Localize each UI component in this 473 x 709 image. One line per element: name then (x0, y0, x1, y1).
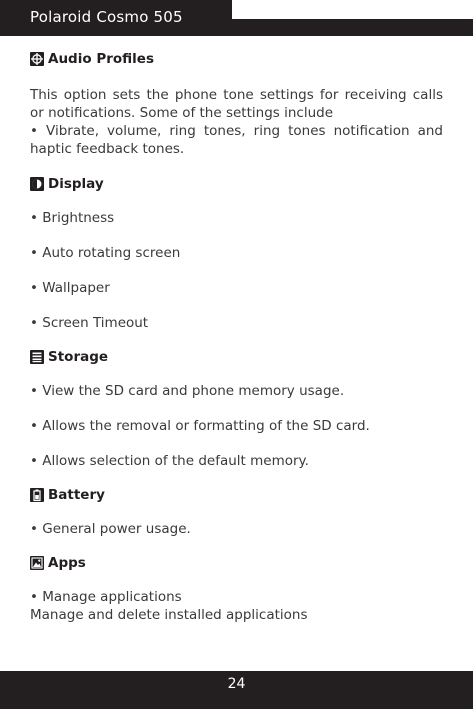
page-header (0, 0, 473, 40)
list-item: • Allows the removal or formatting of the SD card. (30, 418, 370, 434)
battery-icon (30, 488, 44, 502)
section-heading-storage (30, 347, 443, 367)
page-content (30, 47, 443, 624)
bullet-item: • Vibrate, volume, ring tones, ring tones notification and haptic feedback tones. (30, 123, 443, 157)
section-heading-apps (30, 553, 443, 573)
page-number: 24 (227, 676, 246, 692)
apps-icon (30, 556, 44, 570)
section-heading-display (30, 174, 443, 194)
list-item: • Screen Timeout (30, 315, 149, 331)
section-heading-label: Apps (48, 555, 86, 571)
document-title: Polaroid Cosmo 505 (30, 8, 183, 26)
header-gap (232, 0, 473, 19)
paragraph: This option sets the phone tone settings for receiving calls or notifications. Some of the settings include (30, 87, 443, 121)
section-heading-battery (30, 485, 443, 505)
list-item: • Allows selection of the default memory. (30, 453, 309, 469)
list-item: • General power usage. (30, 521, 191, 537)
section-heading-label: Storage (48, 349, 109, 365)
section-heading-label: Audio Profiles (48, 51, 154, 67)
section-heading-audio-profiles (30, 49, 443, 69)
section-heading-label: Display (48, 176, 104, 192)
list-item: • Auto rotating screen (30, 245, 181, 261)
section-heading-label: Battery (48, 487, 105, 503)
storage-icon (30, 350, 44, 364)
page-footer (0, 671, 473, 709)
list-item: • View the SD card and phone memory usage. (30, 383, 345, 399)
list-item-description: Manage and delete installed applications (30, 607, 308, 623)
list-item: • Wallpaper (30, 280, 110, 296)
audio-profiles-icon (30, 52, 44, 66)
display-icon (30, 177, 44, 191)
list-item: • Brightness (30, 210, 115, 226)
list-item: • Manage applications (30, 589, 182, 605)
